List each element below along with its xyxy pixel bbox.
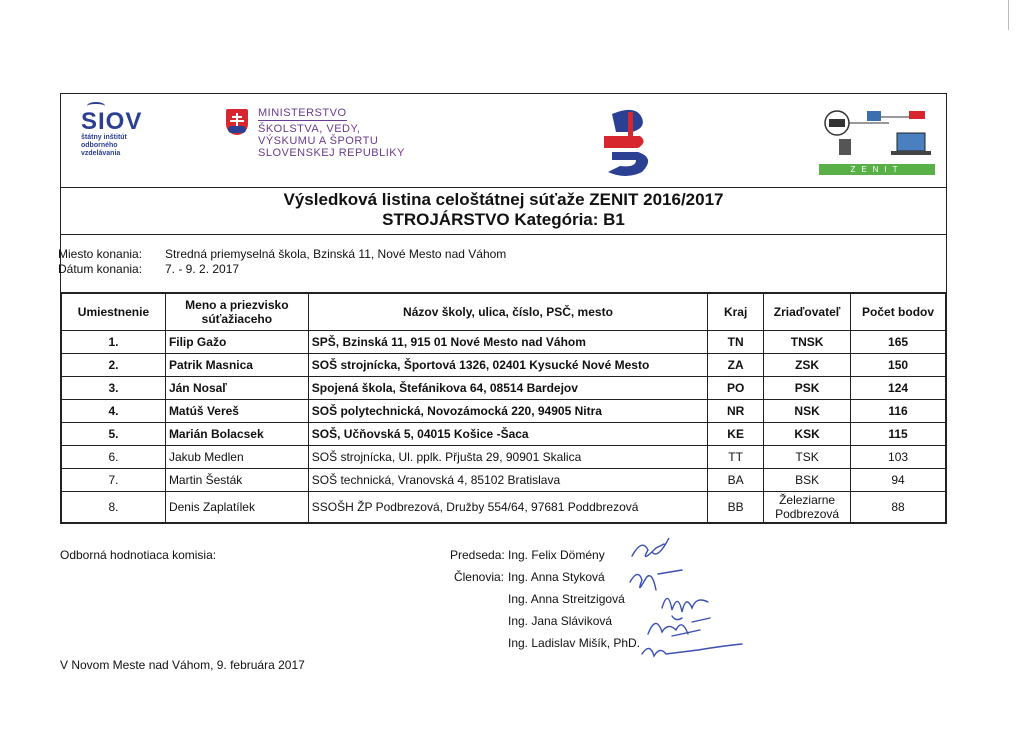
members-label: Členovia: <box>453 570 504 584</box>
school-cell: SOŠ technická, Vranovská 4, 85102 Bratislava <box>308 469 707 492</box>
founder-cell: ZSK <box>764 354 851 377</box>
table-row <box>62 331 946 354</box>
rank-cell: 5. <box>62 423 166 446</box>
chair-label: Predseda: <box>450 548 505 562</box>
header-points: Počet bodov <box>851 294 946 331</box>
founder-cell: PSK <box>764 377 851 400</box>
table-row <box>62 492 946 523</box>
table-row <box>62 354 946 377</box>
region-cell: ZA <box>708 354 764 377</box>
region-cell: TT <box>708 446 764 469</box>
title-line-2: STROJÁRSTVO Kategória: B1 <box>382 210 625 229</box>
founder-cell: Železiarne Podbrezová <box>764 492 851 523</box>
member-name: Ing. Anna Styková <box>508 570 605 584</box>
name-cell: Matúš Vereš <box>165 400 308 423</box>
rank-cell: 4. <box>62 400 166 423</box>
rank-cell: 1. <box>62 331 166 354</box>
siov-logo <box>81 102 142 158</box>
title-line-1: Výsledková listina celoštátnej súťaže ZENIT 2016/2017 <box>283 190 724 209</box>
points-cell: 88 <box>851 492 946 523</box>
table-row <box>62 377 946 400</box>
school-cell: SSOŠH ŽP Podbrezová, Družby 554/64, 97681 Poddbrezová <box>308 492 707 523</box>
name-cell: Patrik Masnica <box>165 354 308 377</box>
region-cell: TN <box>708 331 764 354</box>
name-cell: Martin Šesták <box>165 469 308 492</box>
ministry-logo-text <box>258 107 405 159</box>
founder-cell: BSK <box>764 469 851 492</box>
table-header-row <box>62 294 946 331</box>
header-region: Kraj <box>708 294 764 331</box>
siov-sub-1: štátny inštitút <box>81 134 127 141</box>
document-footer <box>60 548 945 738</box>
points-cell: 94 <box>851 469 946 492</box>
member-name: Ing. Ladislav Mišík, PhD. <box>508 636 641 650</box>
school-cell: Spojená škola, Štefánikova 64, 08514 Bardejov <box>308 377 707 400</box>
siov-sub-3: vzdelávania <box>81 150 121 157</box>
school-cell: SPŠ, Bzinská 11, 915 01 Nové Mesto nad Váhom <box>308 331 707 354</box>
table-row <box>62 446 946 469</box>
points-cell: 115 <box>851 423 946 446</box>
table-row <box>62 400 946 423</box>
header-founder: Zriaďovateľ <box>764 294 851 331</box>
results-frame <box>60 93 947 524</box>
ministry-line-2: ŠKOLSTVA, VEDY, <box>258 123 361 135</box>
name-cell: Marián Bolacsek <box>165 423 308 446</box>
founder-cell: TNSK <box>764 331 851 354</box>
points-cell: 124 <box>851 377 946 400</box>
school-cell: SOŠ strojnícka, Športová 1326, 02401 Kysucké Nové Mesto <box>308 354 707 377</box>
scan-edge-line <box>1008 0 1009 30</box>
header-school: Názov školy, ulica, číslo, PSČ, mesto <box>308 294 707 331</box>
member-name: Ing. Jana Sláviková <box>508 614 613 628</box>
place-value: Stredná priemyselná škola, Bzinská 11, Nové Mesto nad Váhom <box>165 247 507 261</box>
points-cell: 150 <box>851 354 946 377</box>
results-table <box>61 293 946 523</box>
region-cell: KE <box>708 423 764 446</box>
name-cell: Denis Zaplatílek <box>165 492 308 523</box>
date-label: Dátum konania: <box>58 262 143 276</box>
header-rank: Umiestnenie <box>62 294 166 331</box>
zenit-label: ZENIT <box>819 164 935 175</box>
region-cell: BB <box>708 492 764 523</box>
date-value: 7. - 9. 2. 2017 <box>165 262 240 276</box>
founder-cell: NSK <box>764 400 851 423</box>
place-label: Miesto konania: <box>58 247 143 261</box>
competition-emblem-icon <box>598 106 660 178</box>
event-meta <box>58 235 946 293</box>
school-cell: SOŠ, Učňovská 5, 04015 Košice -Šaca <box>308 423 707 446</box>
member-name: Ing. Anna Streitzigová <box>508 592 625 606</box>
logo-header <box>61 94 946 188</box>
name-cell: Filip Gažo <box>165 331 308 354</box>
school-cell: SOŠ strojnícka, Ul. pplk. Přjušta 29, 90901 Skalica <box>308 446 707 469</box>
points-cell: 103 <box>851 446 946 469</box>
document-title <box>61 188 946 235</box>
founder-cell: TSK <box>764 446 851 469</box>
region-cell: PO <box>708 377 764 400</box>
points-cell: 165 <box>851 331 946 354</box>
school-cell: SOŠ polytechnická, Novozámocká 220, 94905 Nitra <box>308 400 707 423</box>
commission-label: Odborná hodnotiaca komisia: <box>60 548 217 562</box>
region-cell: NR <box>708 400 764 423</box>
handwritten-signatures <box>612 538 762 688</box>
name-cell: Jakub Medlen <box>165 446 308 469</box>
header-name: Meno a priezvisko súťažiaceho <box>165 294 308 331</box>
rank-cell: 3. <box>62 377 166 400</box>
rank-cell: 2. <box>62 354 166 377</box>
region-cell: BA <box>708 469 764 492</box>
table-row <box>62 423 946 446</box>
slovak-coat-of-arms-icon <box>226 109 248 135</box>
ministry-line-3: VÝSKUMU A ŠPORTU <box>258 135 379 147</box>
rank-cell: 7. <box>62 469 166 492</box>
ministry-line-4: SLOVENSKEJ REPUBLIKY <box>258 147 405 159</box>
siov-name: SIOV <box>81 108 143 135</box>
name-cell: Ján Nosaľ <box>165 377 308 400</box>
siov-sub-2: odborného <box>81 142 118 149</box>
points-cell: 116 <box>851 400 946 423</box>
table-row <box>62 469 946 492</box>
founder-cell: KSK <box>764 423 851 446</box>
ministry-line-1: MINISTERSTVO <box>258 107 347 119</box>
rank-cell: 6. <box>62 446 166 469</box>
rank-cell: 8. <box>62 492 166 523</box>
chair-name: Ing. Felix Dömény <box>508 548 605 562</box>
place-date: V Novom Meste nad Váhom, 9. februára 2017 <box>60 658 305 672</box>
